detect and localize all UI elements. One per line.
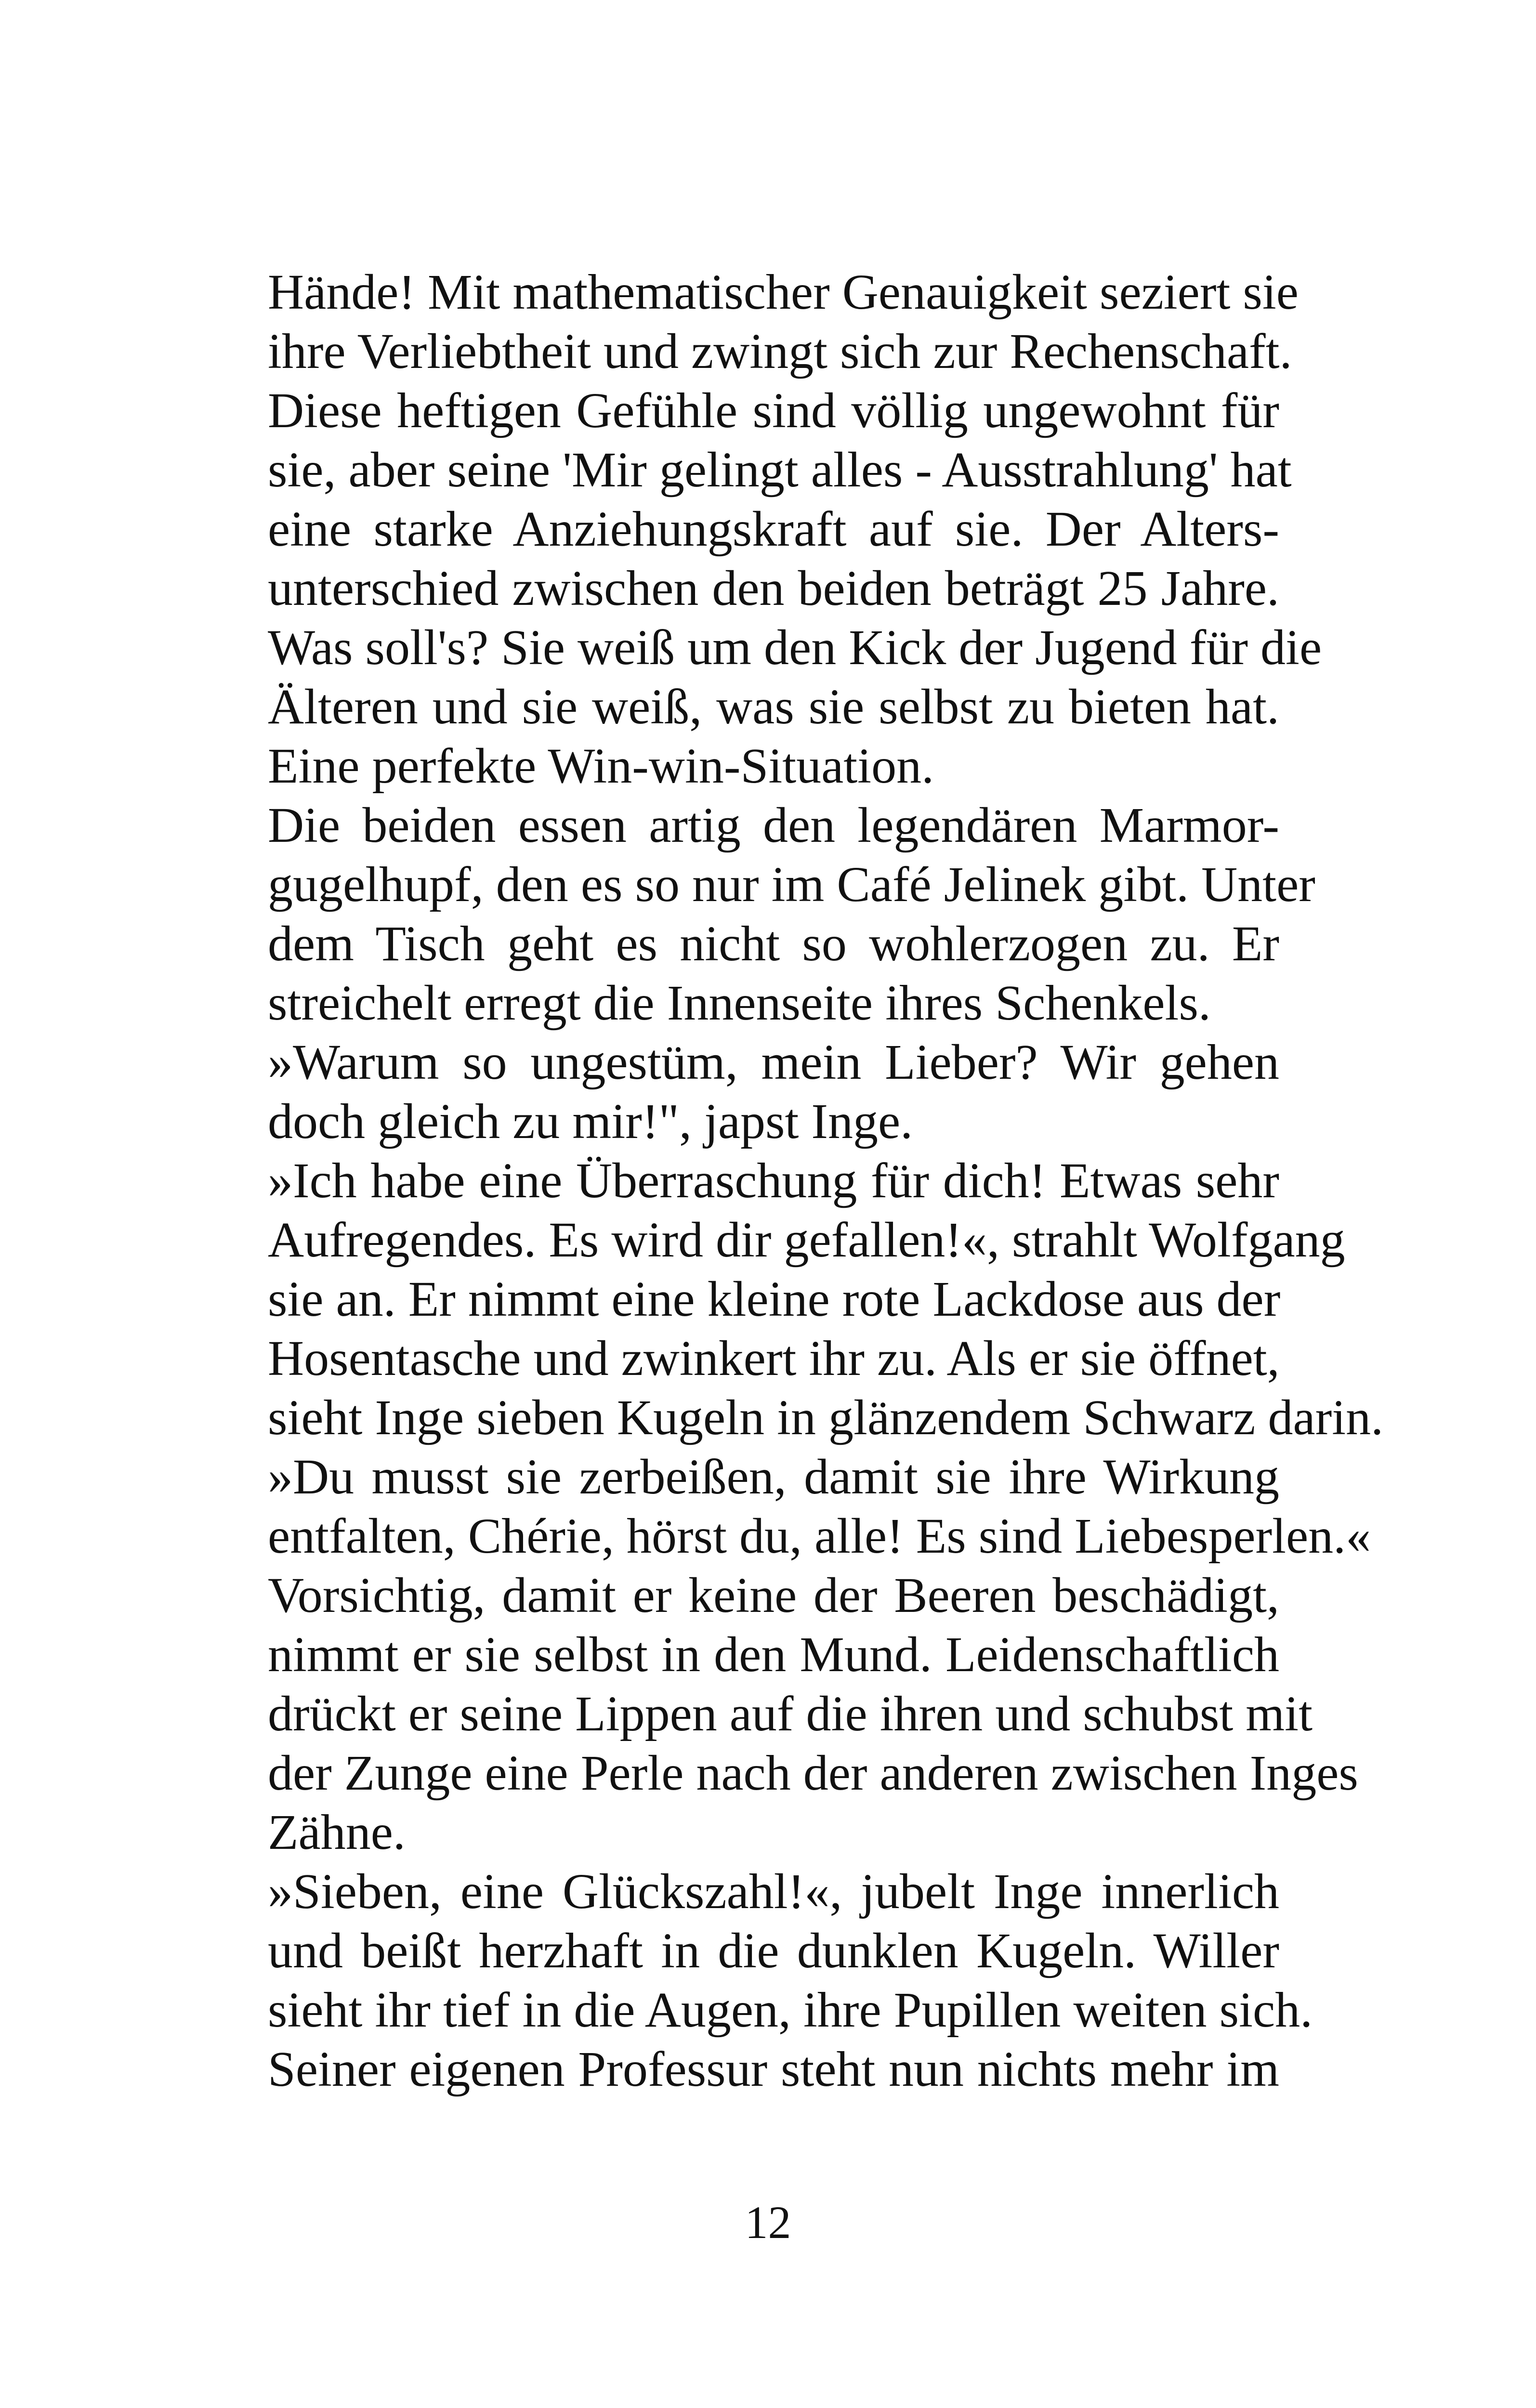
- text-line: »Du musst sie zerbeißen, damit sie ihre Wirkung: [268, 1449, 1279, 1505]
- text-line: ihre Verliebtheit und zwingt sich zur Rechenschaft.: [268, 324, 1292, 379]
- text-line: Was soll's? Sie weiß um den Kick der Jugend für die: [268, 620, 1322, 675]
- text-line: doch gleich zu mir!", japst Inge.: [268, 1094, 913, 1149]
- text-line: nimmt er sie selbst in den Mund. Leidenschaftlich: [268, 1627, 1279, 1682]
- text-line: sie, aber seine 'Mir gelingt alles - Ausstrahlung' hat: [268, 442, 1292, 497]
- text-line: drückt er seine Lippen auf die ihren und schubst mit: [268, 1686, 1313, 1741]
- text-line: »Ich habe eine Überraschung für dich! Etwas sehr: [268, 1153, 1279, 1208]
- text-line: Zähne.: [268, 1805, 406, 1860]
- text-line: sie an. Er nimmt eine kleine rote Lackdose aus der: [268, 1271, 1281, 1327]
- text-line: Hosentasche und zwinkert ihr zu. Als er sie öffnet,: [268, 1331, 1280, 1386]
- text-line: Vorsichtig, damit er keine der Beeren beschädigt,: [268, 1568, 1279, 1623]
- text-line: gugelhupf, den es so nur im Café Jelinek gibt. Unter: [268, 857, 1315, 912]
- text-line: sieht Inge sieben Kugeln in glänzendem Schwarz darin.: [268, 1390, 1384, 1445]
- page-number: 12: [745, 2197, 791, 2248]
- text-line: Älteren und sie weiß, was sie selbst zu bieten hat.: [268, 679, 1279, 734]
- text-line: und beißt herzhaft in die dunklen Kugeln. Willer: [268, 1923, 1279, 1978]
- text-line: streichelt erregt die Innenseite ihres Schenkels.: [268, 975, 1211, 1031]
- text-line: dem Tisch geht es nicht so wohlerzogen zu. Er: [268, 916, 1279, 971]
- text-line: sieht ihr tief in die Augen, ihre Pupillen weiten sich.: [268, 1982, 1313, 2038]
- body-text: [268, 262, 1384, 2099]
- text-line: Aufregendes. Es wird dir gefallen!«, strahlt Wolfgang: [268, 1212, 1345, 1268]
- text-line: Eine perfekte Win-win-Situation.: [268, 738, 934, 794]
- text-line: entfalten, Chérie, hörst du, alle! Es sind Liebesperlen.«: [268, 1508, 1371, 1564]
- text-line: eine starke Anziehungskraft auf sie. Der Alters-: [268, 501, 1279, 557]
- text-line: Seiner eigenen Professur steht nun nichts mehr im: [268, 2042, 1279, 2097]
- text-line: »Sieben, eine Glückszahl!«, jubelt Inge innerlich: [268, 1864, 1279, 1919]
- text-line: »Warum so ungestüm, mein Lieber? Wir gehen: [268, 1034, 1279, 1090]
- text-line: unterschied zwischen den beiden beträgt 25 Jahre.: [268, 561, 1279, 616]
- text-line: der Zunge eine Perle nach der anderen zwischen Inges: [268, 1745, 1358, 1801]
- text-line: Diese heftigen Gefühle sind völlig ungewohnt für: [268, 383, 1279, 438]
- text-line: Hände! Mit mathematischer Genauigkeit seziert sie: [268, 264, 1299, 320]
- text-line: Die beiden essen artig den legendären Marmor-: [268, 798, 1279, 853]
